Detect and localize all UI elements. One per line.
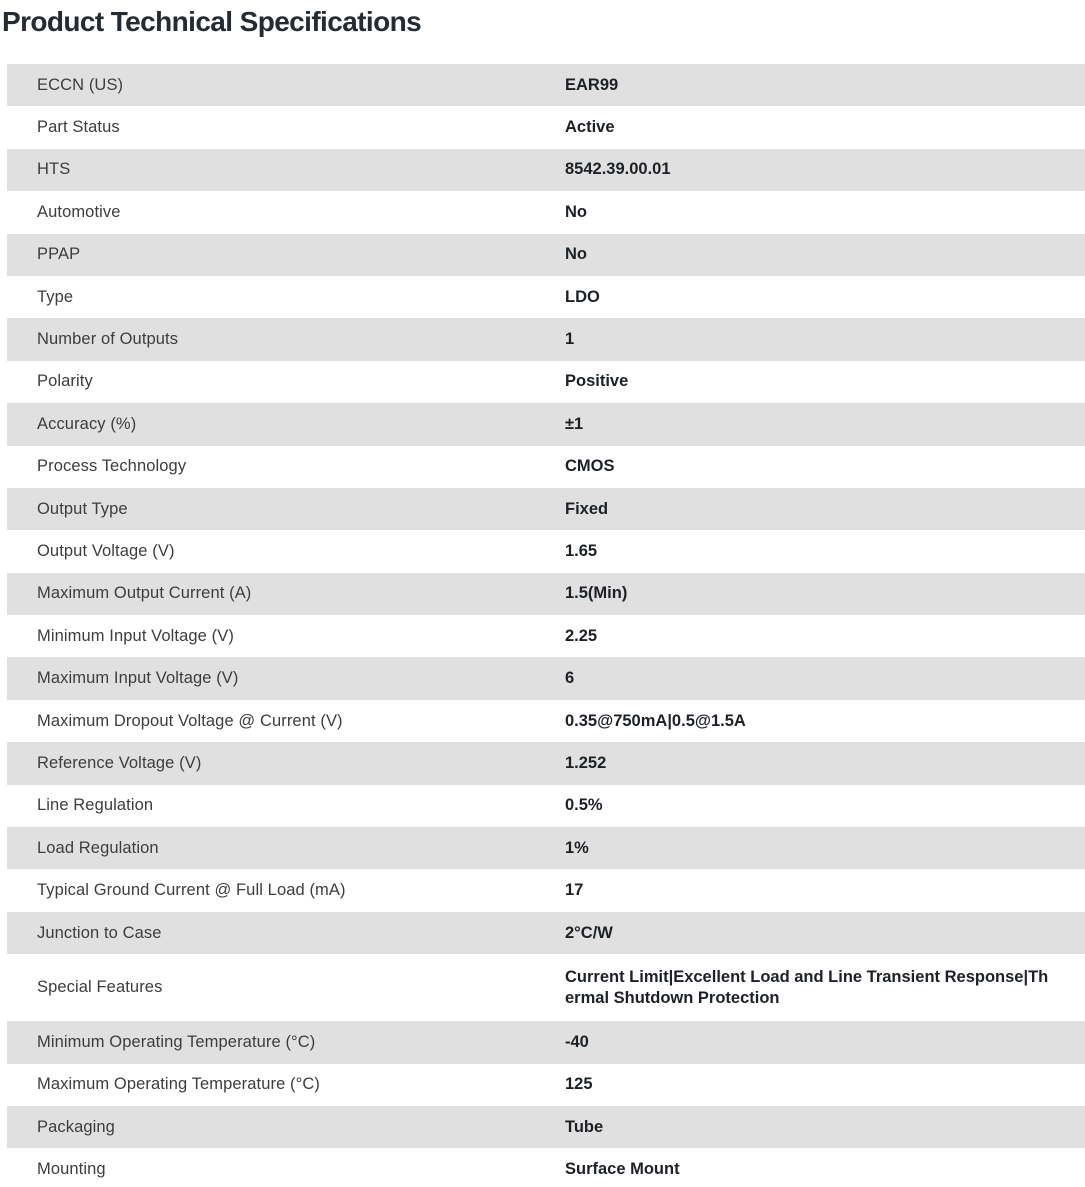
spec-label: HTS xyxy=(37,160,71,179)
spec-row xyxy=(7,785,1085,827)
spec-label: Load Regulation xyxy=(37,838,159,857)
spec-label: Automotive xyxy=(37,202,121,221)
spec-label: Polarity xyxy=(37,372,93,391)
spec-row xyxy=(7,615,1085,657)
spec-label: Minimum Operating Temperature (°C) xyxy=(37,1032,316,1051)
spec-row xyxy=(7,742,1085,784)
spec-label: Mounting xyxy=(37,1160,106,1179)
spec-row xyxy=(7,276,1085,318)
spec-label: Reference Voltage (V) xyxy=(37,753,202,772)
spec-value: 2.25 xyxy=(565,626,598,645)
spec-value: 1.252 xyxy=(565,753,607,772)
spec-value: Surface Mount xyxy=(565,1160,680,1179)
spec-value: CMOS xyxy=(565,457,615,476)
spec-row xyxy=(7,1021,1085,1063)
spec-value: -40 xyxy=(565,1032,589,1051)
spec-value: No xyxy=(565,245,587,264)
spec-value: 6 xyxy=(565,669,575,688)
spec-value: Current Limit|Excellent Load and Line Transient Response|Thermal Shutdown Protection xyxy=(565,967,1049,1007)
spec-row xyxy=(7,954,1085,1021)
spec-label: Part Status xyxy=(37,118,120,137)
spec-row xyxy=(7,700,1085,742)
spec-value: 1 xyxy=(565,330,575,349)
spec-value: 0.35@750mA|0.5@1.5A xyxy=(565,711,746,730)
spec-label: Output Voltage (V) xyxy=(37,541,175,560)
spec-value: 1% xyxy=(565,838,589,857)
spec-value: ±1 xyxy=(565,414,584,433)
spec-row xyxy=(7,1106,1085,1148)
spec-value: 1.65 xyxy=(565,541,598,560)
spec-label: Maximum Operating Temperature (°C) xyxy=(37,1075,320,1094)
spec-label: Maximum Dropout Voltage @ Current (V) xyxy=(37,711,343,730)
spec-label: Typical Ground Current @ Full Load (mA) xyxy=(37,881,346,900)
spec-value: Tube xyxy=(565,1117,604,1136)
spec-row xyxy=(7,869,1085,911)
spec-value: 125 xyxy=(565,1075,593,1094)
spec-row xyxy=(7,912,1085,954)
spec-row xyxy=(7,573,1085,615)
spec-row xyxy=(7,234,1085,276)
spec-value: 2°C/W xyxy=(565,923,613,942)
spec-label: Maximum Output Current (A) xyxy=(37,584,252,603)
page-title: Product Technical Specifications xyxy=(2,6,422,37)
spec-row xyxy=(7,191,1085,233)
spec-row xyxy=(7,446,1085,488)
spec-row xyxy=(7,149,1085,191)
spec-label: ECCN (US) xyxy=(37,75,124,94)
spec-row xyxy=(7,530,1085,572)
spec-label: Minimum Input Voltage (V) xyxy=(37,626,234,645)
spec-table xyxy=(7,64,1085,1187)
spec-label: Accuracy (%) xyxy=(37,414,137,433)
spec-value: LDO xyxy=(565,287,600,306)
spec-row xyxy=(7,657,1085,699)
spec-value: 1.5(Min) xyxy=(565,584,628,603)
spec-label: Line Regulation xyxy=(37,796,154,815)
spec-label: Output Type xyxy=(37,499,128,518)
spec-value: 8542.39.00.01 xyxy=(565,160,671,179)
spec-value: 17 xyxy=(565,881,584,900)
spec-row xyxy=(7,318,1085,360)
spec-label: Process Technology xyxy=(37,457,187,476)
spec-label: Packaging xyxy=(37,1117,115,1136)
spec-row xyxy=(7,403,1085,445)
spec-value: Positive xyxy=(565,372,629,391)
spec-label: PPAP xyxy=(37,245,81,264)
spec-label: Junction to Case xyxy=(37,923,162,942)
spec-row xyxy=(7,106,1085,148)
spec-row xyxy=(7,827,1085,869)
spec-label: Type xyxy=(37,287,74,306)
spec-value: 0.5% xyxy=(565,796,603,815)
spec-label: Special Features xyxy=(37,978,163,997)
spec-row xyxy=(7,361,1085,403)
spec-label: Number of Outputs xyxy=(37,330,179,349)
spec-row xyxy=(7,64,1085,106)
spec-value: Fixed xyxy=(565,499,609,518)
spec-value: No xyxy=(565,202,587,221)
spec-value: Active xyxy=(565,118,615,137)
spec-row xyxy=(7,1064,1085,1106)
spec-row xyxy=(7,1148,1085,1187)
spec-value: EAR99 xyxy=(565,75,619,94)
spec-label: Maximum Input Voltage (V) xyxy=(37,669,239,688)
spec-row xyxy=(7,488,1085,530)
